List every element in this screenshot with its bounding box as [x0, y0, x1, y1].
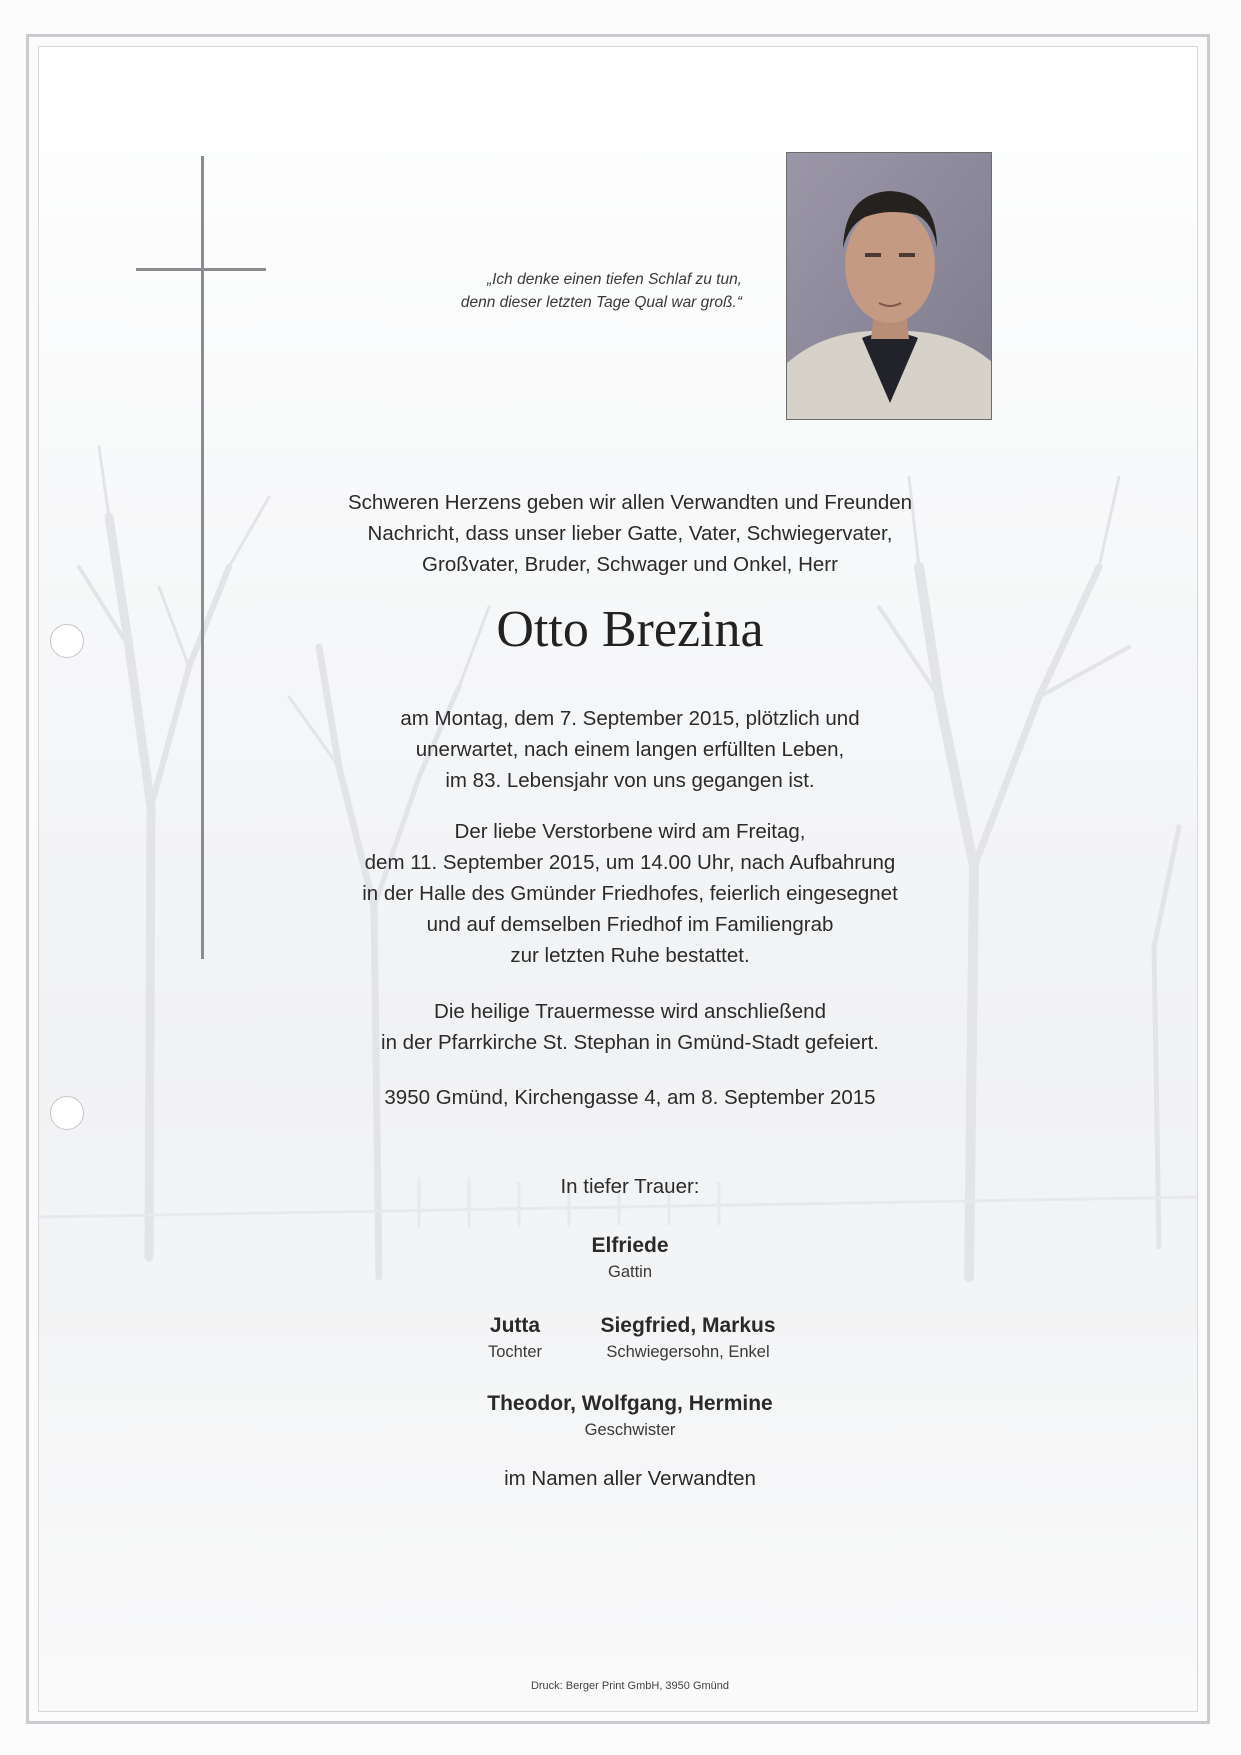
death-line: im 83. Lebensjahr von uns gegangen ist. — [445, 769, 815, 792]
relative-spouse — [530, 1232, 730, 1284]
relative-relation: Tochter — [487, 1343, 543, 1361]
portrait-photo — [786, 152, 992, 420]
cross-icon-bar — [136, 268, 266, 271]
punch-hole-bottom — [50, 1096, 84, 1130]
cross-icon — [201, 156, 204, 959]
relative-son-in-law — [568, 1312, 808, 1364]
relative-relation: Gattin — [607, 1263, 653, 1281]
mass-line: in der Pfarrkirche St. Stephan in Gmünd-Stadt gefeiert. — [381, 1031, 879, 1054]
intro-line: Nachricht, dass unser lieber Gatte, Vater, Schwiegervater, — [367, 522, 893, 545]
relative-relation: Geschwister — [584, 1421, 676, 1439]
relative-name: Siegfried, Markus — [600, 1314, 776, 1337]
funeral-line: und auf demselben Friedhof im Familiengrab — [426, 913, 834, 936]
death-text — [250, 703, 1010, 796]
closing-line: im Namen aller Verwandten — [504, 1467, 756, 1490]
intro-line: Großvater, Bruder, Schwager und Onkel, Herr — [422, 553, 838, 576]
punch-hole-top — [50, 624, 84, 658]
printer-note: Druck: Berger Print GmbH, 3950 Gmünd — [530, 1680, 730, 1692]
place-date: 3950 Gmünd, Kirchengasse 4, am 8. September 2015 — [384, 1086, 876, 1109]
funeral-line: Der liebe Verstorbene wird am Freitag, — [454, 820, 806, 843]
portrait-image — [787, 153, 992, 420]
death-line: am Montag, dem 7. September 2015, plötzlich und — [400, 707, 860, 730]
relative-name: Jutta — [489, 1314, 541, 1337]
death-line: unerwartet, nach einem langen erfüllten Leben, — [415, 738, 845, 761]
relative-name: Elfriede — [591, 1234, 669, 1257]
funeral-line: in der Halle des Gmünder Friedhofes, feierlich eingesegnet — [362, 882, 898, 905]
quote-line: denn dieser letzten Tage Qual war groß.“ — [460, 294, 742, 311]
relative-relation: Schwiegersohn, Enkel — [606, 1343, 770, 1361]
quote — [330, 268, 742, 314]
quote-line: „Ich denke einen tiefen Schlaf zu tun, — [486, 271, 742, 288]
deceased-name: Otto Brezina — [496, 601, 764, 658]
funeral-line: zur letzten Ruhe bestattet. — [510, 944, 750, 967]
relative-daughter — [455, 1312, 575, 1364]
relative-siblings — [460, 1390, 800, 1442]
funeral-text — [250, 816, 1010, 971]
mass-line: Die heilige Trauermesse wird anschließend — [434, 1000, 826, 1023]
mourning-heading: In tiefer Trauer: — [560, 1175, 700, 1198]
intro-line: Schweren Herzens geben wir allen Verwandten und Freunden — [347, 491, 913, 514]
funeral-line: dem 11. September 2015, um 14.00 Uhr, nach Aufbahrung — [364, 851, 896, 874]
intro-text — [250, 487, 1010, 580]
mass-text — [250, 996, 1010, 1058]
relative-name: Theodor, Wolfgang, Hermine — [487, 1392, 773, 1415]
